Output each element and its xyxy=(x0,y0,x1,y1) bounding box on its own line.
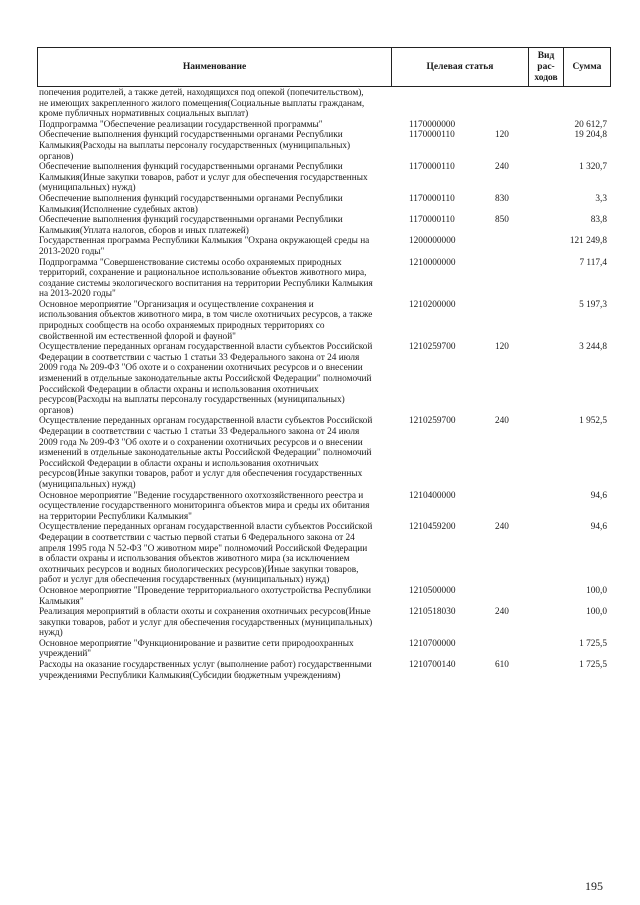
row-code: 1210700000 xyxy=(409,638,456,649)
row-sum: 20 612,7 xyxy=(574,119,607,130)
row-name: Осуществление переданных органам государственной власти субъектов Российской Федерации в соответствии с частью 1 статьи 33 Федерального закона от 24 июля 2009 года № 209-ФЗ "Об охоте и о сохранении охотничьих ресурсов и о внесении изменений в отдельные законодательные акты Российской Федерации" полномочий Российской Федерации в области охраны и использования охотничьих ресурсов(Расходы на выплаты персоналу государственных (муниципальных) органов) xyxy=(39,342,373,416)
table-row xyxy=(37,607,611,639)
header-name: Наименование xyxy=(182,61,247,72)
table-row xyxy=(37,491,611,523)
table-header xyxy=(37,47,611,87)
row-name: Осуществление переданных органам государственной власти субъектов Российской Федерации в соответствии с частью первой статьи 6 Федерального закона от 24 апреля 1995 года N 52-ФЗ "О животном мире" полномочий Российской Федерации в области охраны и использования объектов животного мира (за исключением охотничьих ресурсов и водных биологических ресурсов)(Иные закупки товаров, работ и услуг для обеспечения государственных (муниципальных) нужд) xyxy=(39,522,373,586)
row-sum: 19 204,8 xyxy=(574,130,607,141)
row-code: 1210500000 xyxy=(409,585,456,596)
table-row xyxy=(37,586,611,607)
row-name: попечения родителей, а также детей, находящихся под опекой (попечительством), не имеющих закрепленного жилого помещения(Социальные выплаты гражданам, кроме публичных нормативных социальных выплат) xyxy=(39,88,365,120)
table-row xyxy=(37,120,611,131)
header-vid: Вид рас- ходов xyxy=(534,50,558,83)
row-sum: 94,6 xyxy=(590,490,607,501)
row-vid: 240 xyxy=(495,416,509,427)
row-name: Расходы на оказание государственных услуг (выполнение работ) государственными учреждениями Республики Калмыкия(Субсидии бюджетным учреждениям) xyxy=(39,660,372,681)
table-row xyxy=(37,215,611,236)
row-vid: 240 xyxy=(495,162,509,173)
row-name: Подпрограмма "Совершенствование системы особо охраняемых природных территорий, сохранение и рациональное использование объектов животного мира, создание системы экологического воспитания на территории Республики Калмыкия на 2013-2020 годы" xyxy=(39,257,373,300)
row-code: 1170000110 xyxy=(409,193,455,204)
row-sum: 1 952,5 xyxy=(579,416,607,427)
row-vid: 830 xyxy=(495,193,509,204)
row-sum: 5 197,3 xyxy=(579,299,607,310)
row-sum: 100,0 xyxy=(586,607,607,618)
row-name: Реализация мероприятий в области охоты и сохранения охотничьих ресурсов(Иные закупки товаров, работ и услуг для обеспечения государственных (муниципальных) нужд) xyxy=(39,607,373,639)
row-vid: 850 xyxy=(495,215,509,226)
row-sum: 1 725,5 xyxy=(579,638,607,649)
row-name: Основное мероприятие "Функционирование и развитие сети природоохранных учреждений" xyxy=(39,638,354,660)
row-vid: 120 xyxy=(495,130,509,141)
table-row xyxy=(37,639,611,660)
row-code: 1210200000 xyxy=(409,299,456,310)
table-row xyxy=(37,236,611,257)
row-sum: 1 725,5 xyxy=(579,660,607,671)
row-code: 1210400000 xyxy=(409,490,456,501)
row-vid: 610 xyxy=(495,660,509,671)
table-row xyxy=(37,162,611,194)
page-number: 195 xyxy=(585,879,603,893)
row-sum: 3 244,8 xyxy=(579,342,607,353)
row-name: Обеспечение выполнения функций государственными органами Республики Калмыкия(Расходы на выплаты персоналу государственных (муниципальных) органов) xyxy=(39,130,351,162)
table-row xyxy=(37,300,611,342)
row-name: Основное мероприятие "Проведение территориального охотустройства Республики Калмыкия" xyxy=(39,585,371,607)
row-name: Осуществление переданных органам государственной власти субъектов Российской Федерации в соответствии с частью 1 статьи 33 Федерального закона от 24 июля 2009 года № 209-ФЗ "Об охоте и о сохранении охотничьих ресурсов и о внесении изменений в отдельные законодательные акты Российской Федерации" полномочий Российской Федерации в области охраны и использования охотничьих ресурсов(Иные закупки товаров, работ и услуг для обеспечения государственных (муниципальных) нужд) xyxy=(39,416,373,490)
row-code: 1170000110 xyxy=(409,162,455,173)
row-sum: 1 320,7 xyxy=(579,162,607,173)
table-row xyxy=(37,258,611,300)
row-code: 1200000000 xyxy=(409,236,456,247)
row-sum: 100,0 xyxy=(586,585,607,596)
row-code: 1170000110 xyxy=(409,130,455,141)
row-name: Подпрограмма "Обеспечение реализации государственной программы" xyxy=(39,119,323,130)
row-name: Основное мероприятие "Организация и осуществление сохранения и использования объектов животного мира, в том числе охотничьих ресурсов, а также природных сообществ на особо охраняемых природных территориях со свойственной им естественной флорой и фауной" xyxy=(39,299,373,342)
row-vid: 120 xyxy=(495,342,509,353)
header-sum: Сумма xyxy=(572,61,602,72)
row-vid: 240 xyxy=(495,607,509,618)
table-row xyxy=(37,522,611,586)
row-name: Основное мероприятие "Ведение государственного охотхозяйственного реестра и осуществление государственного мониторинга объектов мира и среды их обитания на территории Республики Калмыкия" xyxy=(39,490,370,522)
table-row xyxy=(37,194,611,215)
row-code: 1210259700 xyxy=(409,416,456,427)
row-sum: 83,8 xyxy=(590,215,607,226)
row-sum: 7 117,4 xyxy=(579,257,607,268)
table-body xyxy=(37,88,611,681)
header-code: Целевая статья xyxy=(426,61,494,72)
table-row xyxy=(37,416,611,490)
row-code: 1210700140 xyxy=(409,660,456,671)
row-code: 1210518030 xyxy=(409,607,456,618)
table-row xyxy=(37,130,611,162)
row-name: Обеспечение выполнения функций государственными органами Республики Калмыкия(Иные закупки товаров, работ и услуг для обеспечения государственных (муниципальных) нужд) xyxy=(39,162,368,194)
row-code: 1210459200 xyxy=(409,522,456,533)
row-name: Обеспечение выполнения функций государственными органами Республики Калмыкия(Уплата налогов, сборов и иных платежей) xyxy=(39,215,343,236)
row-code: 1170000000 xyxy=(409,119,456,130)
table-row xyxy=(37,660,611,681)
table-row xyxy=(37,342,611,416)
row-code: 1210000000 xyxy=(409,257,456,268)
row-name: Обеспечение выполнения функций государственными органами Республики Калмыкия(Исполнение судебных актов) xyxy=(39,193,343,215)
row-name: Государственная программа Республики Калмыкия "Охрана окружающей среды на 2013-2020 годы" xyxy=(39,236,370,257)
row-vid: 240 xyxy=(495,522,509,533)
row-sum: 121 249,8 xyxy=(569,236,607,247)
row-sum: 94,6 xyxy=(590,522,607,533)
row-sum: 3,3 xyxy=(595,193,607,204)
row-code: 1170000110 xyxy=(409,215,455,226)
table-row xyxy=(37,88,611,120)
row-code: 1210259700 xyxy=(409,342,456,353)
